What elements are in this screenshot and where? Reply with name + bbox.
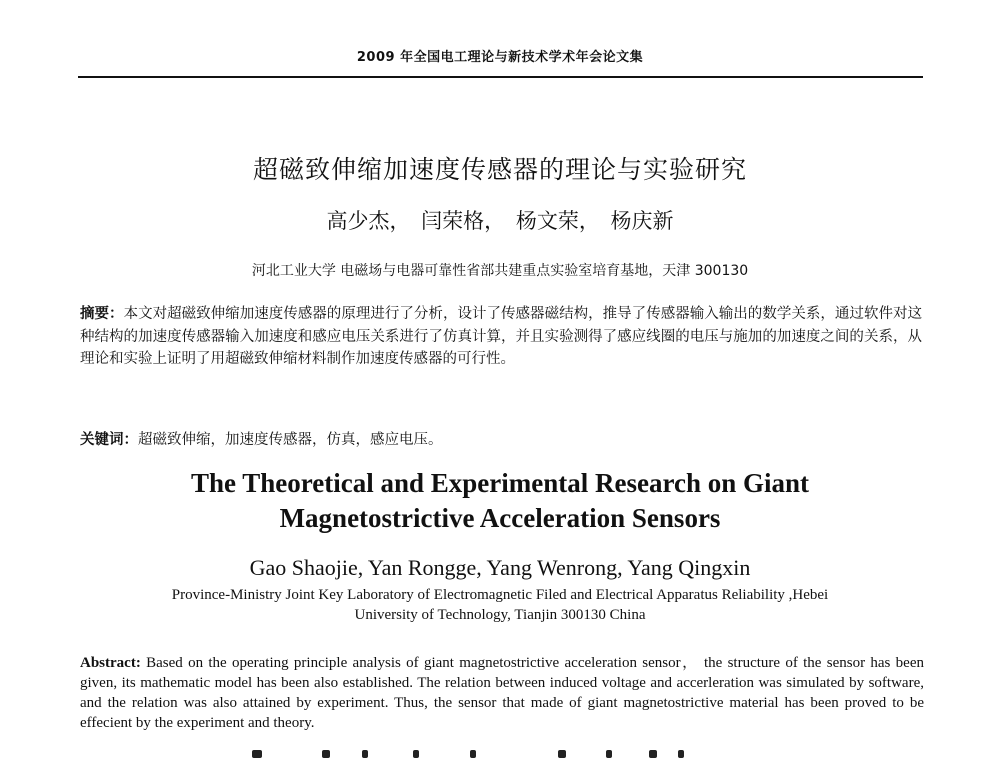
cutoff-glyph: [606, 750, 612, 758]
header-rule: [78, 76, 923, 78]
english-affiliation-line-2: University of Technology, Tianjin 300130 China: [354, 607, 646, 623]
chinese-keywords-text: 超磁致伸缩，加速度传感器，仿真，感应电压。: [138, 432, 443, 448]
running-header: 2009 年全国电工理论与新技术学术年会论文集: [356, 50, 644, 65]
english-abstract: [80, 653, 924, 733]
english-title-line-2: Magnetostrictive Acceleration Sensors: [279, 503, 721, 533]
english-authors: Gao Shaojie, Yan Rongge, Yang Wenrong, Yang Qingxin: [249, 555, 751, 580]
cutoff-glyph: [678, 750, 684, 758]
cutoff-glyph: [252, 750, 262, 758]
cutoff-glyph: [322, 750, 330, 758]
chinese-abstract: [80, 303, 922, 371]
chinese-keywords: [80, 429, 922, 451]
cutoff-glyph: [649, 750, 657, 758]
chinese-title: 超磁致伸缩加速度传感器的理论与实验研究: [252, 155, 747, 184]
english-abstract-text: Based on the operating principle analysis of giant magnetostrictive acceleration sensor， the structure of the sensor has been given, its mathematic model has been also established. The relation between induced voltage and accerleration was simulated by software, and the relation was also attained by experiment. Thus, the sensor that made of giant magnetostrictive material has been proved to be effecient by the experiment and theory.: [80, 655, 924, 731]
cutoff-glyph: [470, 750, 476, 758]
chinese-abstract-label: 摘要：: [80, 306, 124, 322]
cutoff-glyph: [362, 750, 368, 758]
english-abstract-label: Abstract:: [80, 655, 141, 671]
cutoff-glyph: [558, 750, 566, 758]
english-title-line-1: The Theoretical and Experimental Research on Giant: [191, 468, 809, 498]
english-affiliation-line-1: Province-Ministry Joint Key Laboratory of Electromagnetic Filed and Electrical Apparatus Reliability ,Hebei: [171, 587, 829, 603]
cut-off-next-line: [0, 742, 1000, 760]
english-affiliation: [0, 585, 1000, 625]
chinese-authors: 高少杰， 闫荣格， 杨文荣， 杨庆新: [326, 209, 674, 233]
chinese-keywords-label: 关键词：: [80, 432, 138, 448]
chinese-affiliation: 河北工业大学 电磁场与电器可靠性省部共建重点实验室培育基地，天津 300130: [251, 263, 749, 279]
english-title: [0, 466, 1000, 536]
chinese-abstract-text: 本文对超磁致伸缩加速度传感器的原理进行了分析，设计了传感器磁结构，推导了传感器输入输出的数学关系，通过软件对这种结构的加速度传感器输入加速度和感应电压关系进行了仿真计算，并且实验测得了感应线圈的电压与施加的加速度之间的关系，从理论和实验上证明了用超磁致伸缩材料制作加速度传感器的可行性。: [80, 306, 923, 367]
cutoff-glyph: [413, 750, 419, 758]
